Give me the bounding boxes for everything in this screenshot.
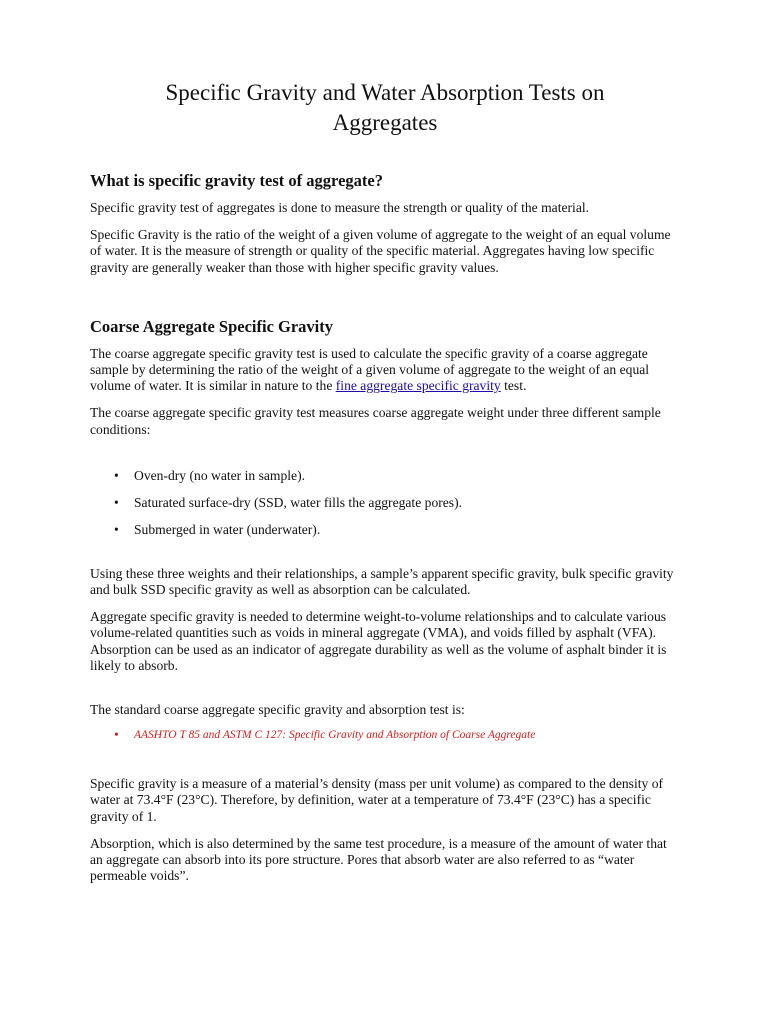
standard-list: [90, 727, 680, 743]
title-line-1: Specific Gravity and Water Absorption Tests on: [165, 80, 605, 105]
fine-aggregate-link[interactable]: fine aggregate specific gravity: [335, 378, 501, 394]
standard-text: AASHTO T 85 and ASTM C 127: Specific Gravity and Absorption of Coarse Aggregate: [134, 729, 536, 742]
paragraph-coarse-test-end: test.: [500, 378, 527, 394]
paragraph-definition: Specific Gravity is the ratio of the weight of a given volume of aggregate to the weight of an equal volume of water. It is the measure of strength or quality of the specific material. Aggregates having low specific gravity are generally weaker than those with higher specific gravity values.: [90, 227, 671, 275]
bullet-icon: •: [114, 467, 119, 483]
paragraph-absorption: Absorption, which is also determined by the same test procedure, is a measure of the amount of water that an aggregate can absorb into its pore structure. Pores that absorb water are also referred to as “water permeable voids”.: [90, 835, 667, 884]
list-item: [114, 495, 680, 511]
paragraph-standard-intro: The standard coarse aggregate specific gravity and absorption test is:: [90, 702, 465, 718]
list-item-text: Saturated surface-dry (SSD, water fills the aggregate pores).: [134, 494, 463, 510]
section-heading-what-is-specific-gravity: What is specific gravity test of aggregate?: [90, 171, 383, 190]
bullet-icon: •: [114, 727, 119, 743]
title-line-2: Aggregates: [332, 110, 438, 135]
standard-item: [114, 727, 680, 743]
list-item: [114, 522, 680, 538]
paragraph-intro: Specific gravity test of aggregates is done to measure the strength or quality of the material.: [90, 200, 590, 215]
page-title: [90, 78, 680, 138]
list-item-text: Submerged in water (underwater).: [134, 521, 321, 537]
paragraph-three-weights: Using these three weights and their relationships, a sample’s apparent specific gravity, bulk specific gravity and bulk SSD specific gravity as well as absorption can be calculated.: [90, 565, 674, 598]
list-item: [114, 468, 680, 484]
paragraph-coarse-test-text: The coarse aggregate specific gravity test is used to calculate the specific gravity of a coarse aggregate sample by determining the ratio of the weight of a given volume of aggregate to the weight of an equal volume of water. It is similar in nature to the: [90, 345, 650, 394]
bullet-icon: •: [114, 494, 119, 510]
paragraph-vma-vfa: Aggregate specific gravity is needed to determine weight-to-volume relationships and to calculate various volume-related quantities such as voids in mineral aggregate (VMA), and voids filled by asphalt (VFA). Absorption can be used as an indicator of aggregate durability as well as the volume of asphalt binder it is likely to absorb.: [90, 609, 667, 673]
conditions-list: [90, 468, 680, 538]
bullet-icon: •: [114, 521, 119, 537]
paragraph-coarse-test: [90, 346, 680, 395]
paragraph-density: Specific gravity is a measure of a material’s density (mass per unit volume) as compared to the density of water at 73.4°F (23°C). Therefore, by definition, water at a temperature of 73.4°F (23°C) has a specific gravity of 1.: [90, 776, 664, 824]
list-item-text: Oven-dry (no water in sample).: [134, 467, 305, 483]
section-heading-coarse-aggregate: Coarse Aggregate Specific Gravity: [90, 316, 334, 336]
paragraph-sample-conditions: The coarse aggregate specific gravity test measures coarse aggregate weight under three different sample conditions:: [90, 405, 661, 437]
